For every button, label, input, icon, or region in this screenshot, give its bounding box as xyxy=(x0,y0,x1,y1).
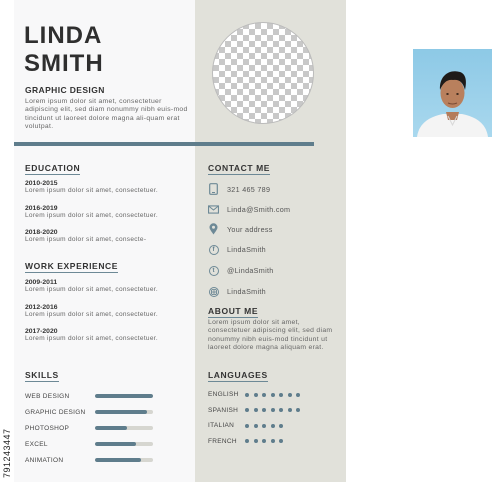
contact-list xyxy=(208,179,290,302)
stock-id-text: 791243447 xyxy=(2,428,12,478)
skill-bar xyxy=(95,426,153,430)
rating-dot xyxy=(288,408,292,412)
education-text: Lorem ipsum dolor sit amet, consectetuer. xyxy=(25,187,158,194)
education-title: EDUCATION xyxy=(25,163,81,173)
experience-item xyxy=(25,328,158,353)
contact-instagram-row xyxy=(208,281,290,302)
education-years: 2016-2019 xyxy=(25,204,58,212)
rating-dot xyxy=(296,393,300,397)
language-row xyxy=(208,418,300,434)
twitter-text[interactable]: @LindaSmith xyxy=(227,266,274,275)
rating-dot xyxy=(271,439,275,443)
name-last: SMITH xyxy=(24,50,104,77)
about-title: ABOUT ME xyxy=(208,306,259,316)
rating-dot xyxy=(254,424,258,428)
skills-title: SKILLS xyxy=(25,370,59,380)
skill-row xyxy=(25,388,153,404)
skill-label: EXCEL xyxy=(25,440,48,448)
skill-bar xyxy=(95,394,153,398)
skill-label: WEB DESIGN xyxy=(25,392,70,400)
contact-twitter-row xyxy=(208,260,290,281)
mail-icon xyxy=(208,204,219,215)
skill-label: ANIMATION xyxy=(25,456,64,464)
skills-list xyxy=(25,388,153,468)
language-label: SPANISH xyxy=(208,406,239,414)
rating-dot xyxy=(288,393,292,397)
twitter-icon: t xyxy=(208,265,219,276)
experience-item xyxy=(25,279,158,304)
rating-dot xyxy=(271,424,275,428)
rating-dot xyxy=(262,424,266,428)
skill-row xyxy=(25,404,153,420)
about-text: Lorem ipsum dolor sit amet, consectetuer adipiscing elit, sed diam nonummy nibh euis-mod tincidunt ut laoreet dolore magna aliquam erat. xyxy=(208,319,333,351)
intro-text: Lorem ipsum dolor sit amet, consectetuer adipiscing elit, sed diam nonummy nibh euis-mod tincidunt ut laoreet dolore magna ali-quam erat volutpat. xyxy=(25,98,188,130)
education-text: Lorem ipsum dolor sit amet, consectetuer. xyxy=(25,211,158,219)
skill-bar-fill xyxy=(95,394,153,398)
instagram-text[interactable]: LindaSmith xyxy=(227,287,266,296)
language-rating xyxy=(245,424,283,428)
education-years: 2010-2015 xyxy=(25,180,58,187)
language-label: ENGLISH xyxy=(208,391,239,399)
contact-address-row xyxy=(208,219,290,239)
skill-row xyxy=(25,436,153,452)
experience-list xyxy=(25,279,158,353)
skill-bar-fill xyxy=(95,410,147,414)
header-divider xyxy=(14,142,314,146)
experience-text: Lorem ipsum dolor sit amet, consectetuer. xyxy=(25,335,158,342)
education-item xyxy=(25,205,158,230)
rating-dot xyxy=(262,393,266,397)
skill-row xyxy=(25,420,153,436)
experience-years: 2017-2020 xyxy=(25,328,58,335)
skill-bar-fill xyxy=(95,458,141,462)
language-label: ITALIAN xyxy=(208,422,235,430)
education-item xyxy=(25,180,158,205)
rating-dot xyxy=(279,408,283,412)
skill-bar xyxy=(95,410,153,414)
contact-facebook-row xyxy=(208,239,290,260)
language-rating xyxy=(245,408,300,412)
education-text: Lorem ipsum dolor sit amet, consecte- xyxy=(25,236,147,243)
skill-label: PHOTOSHOP xyxy=(25,424,70,432)
skill-bar-fill xyxy=(95,426,127,430)
language-rating xyxy=(245,393,300,397)
rating-dot xyxy=(254,439,258,443)
email-text[interactable]: Linda@Smith.com xyxy=(227,204,291,214)
phone-text: 321 465 789 xyxy=(227,184,271,194)
instagram-icon xyxy=(208,286,219,297)
rating-dot xyxy=(245,408,249,412)
phone-icon xyxy=(208,184,219,195)
rating-dot xyxy=(254,408,258,412)
languages-list xyxy=(208,387,300,449)
education-list xyxy=(25,180,158,254)
rating-dot xyxy=(279,424,283,428)
skill-row xyxy=(25,452,153,468)
rating-dot xyxy=(262,439,266,443)
language-row xyxy=(208,387,300,403)
job-title: GRAPHIC DESIGN xyxy=(25,85,105,95)
rating-dot xyxy=(245,393,249,397)
rating-dot xyxy=(262,408,266,412)
rating-dot xyxy=(279,393,283,397)
experience-text: Lorem ipsum dolor sit amet, consectetuer. xyxy=(25,310,158,318)
photo-placeholder[interactable] xyxy=(212,22,314,124)
name-first: LINDA xyxy=(24,22,103,49)
address-text: Your address xyxy=(227,224,273,234)
rating-dot xyxy=(245,424,249,428)
experience-years: 2012-2016 xyxy=(25,303,58,311)
contact-title: CONTACT ME xyxy=(208,163,271,173)
rating-dot xyxy=(245,439,249,443)
rating-dot xyxy=(279,439,283,443)
skill-bar xyxy=(95,442,153,446)
education-item xyxy=(25,229,158,254)
languages-title: LANGUAGES xyxy=(208,370,268,380)
skill-bar-fill xyxy=(95,442,136,446)
language-row xyxy=(208,434,300,450)
language-rating xyxy=(245,439,283,443)
facebook-text[interactable]: LindaSmith xyxy=(227,245,266,254)
facebook-icon: f xyxy=(208,244,219,255)
skill-bar xyxy=(95,458,153,462)
location-pin-icon xyxy=(208,224,219,235)
rating-dot xyxy=(254,393,258,397)
skill-label: GRAPHIC DESIGN xyxy=(25,408,86,416)
experience-title: WORK EXPERIENCE xyxy=(25,261,119,271)
contact-email-row xyxy=(208,199,290,219)
rating-dot xyxy=(296,408,300,412)
experience-item xyxy=(25,304,158,329)
experience-text: Lorem ipsum dolor sit amet, consectetuer. xyxy=(25,286,158,293)
language-row xyxy=(208,403,300,419)
rating-dot xyxy=(271,393,275,397)
language-label: FRENCH xyxy=(208,437,237,445)
experience-years: 2009-2011 xyxy=(25,279,58,286)
rating-dot xyxy=(271,408,275,412)
resume-name xyxy=(24,22,104,78)
contact-phone-row xyxy=(208,179,290,199)
education-years: 2018-2020 xyxy=(25,229,58,236)
sample-portrait-photo xyxy=(413,49,492,137)
